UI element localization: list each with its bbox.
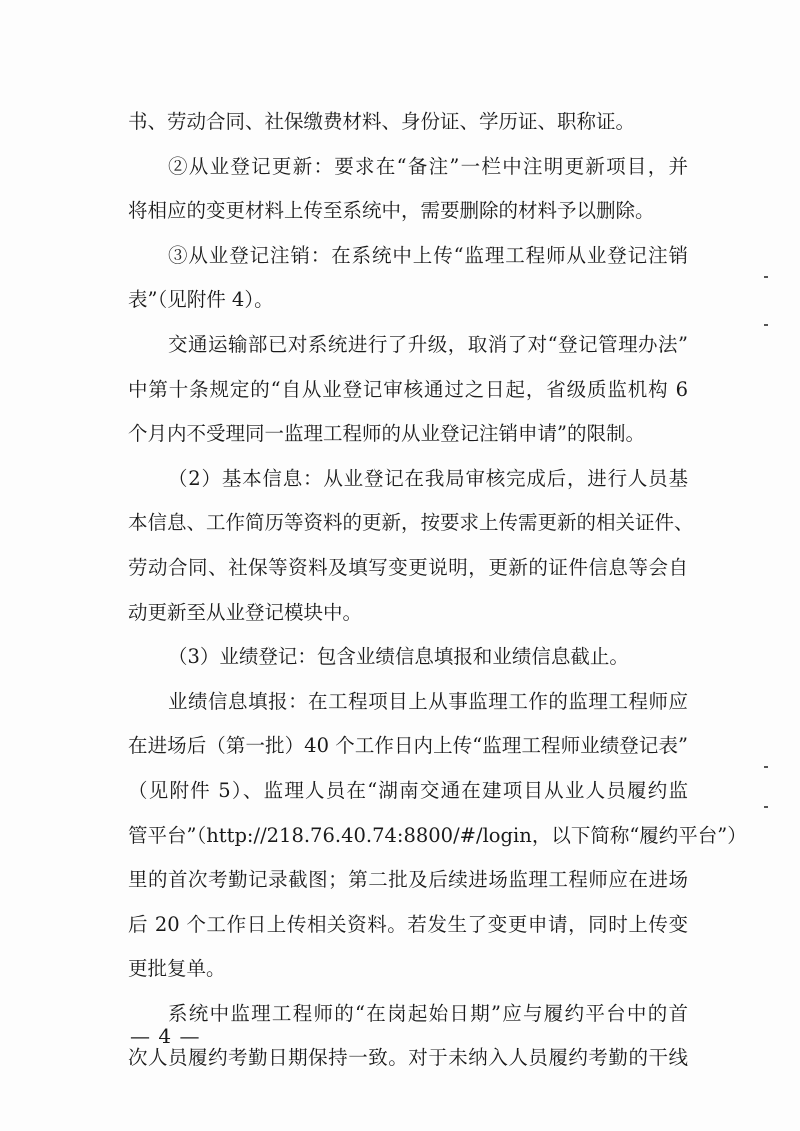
text-line: 次人员履约考勤日期保持一致。对于未纳入人员履约考勤的干线 (128, 1046, 688, 1070)
text-line: 将相应的变更材料上传至系统中，需要删除的材料予以删除。 (128, 199, 655, 223)
text-line: ③从业登记注销：在系统中上传“监理工程师从业登记注销 (168, 243, 688, 267)
text-line: 交通运输部已对系统进行了升级，取消了对“登记管理办法” (168, 332, 688, 356)
text-line: （2）基本信息：从业登记在我局审核完成后，进行人员基 (168, 466, 688, 490)
text-line: 动更新至从业登记模块中。 (128, 600, 363, 624)
text-line: 本信息、工作简历等资料的更新，按要求上传需更新的相关证件、 (128, 511, 694, 535)
text-line: （3）业绩登记：包含业绩信息填报和业绩信息截止。 (168, 645, 629, 669)
text-line: 更批复单。 (128, 957, 226, 981)
scan-mark (764, 806, 768, 808)
text-line: 管平台”（http://218.76.40.74:8800/#/login，以下简称“履约平台”） (128, 823, 747, 847)
page-number: — 4 — (130, 1024, 201, 1048)
scan-mark (764, 324, 768, 326)
scan-mark (764, 766, 768, 768)
text-line: 个月内不受理同一监理工程师的从业登记注销申请”的限制。 (128, 422, 645, 446)
text-line: ②从业登记更新：要求在“备注”一栏中注明更新项目，并 (168, 154, 688, 178)
text-line: 里的首次考勤记录截图；第二批及后续进场监理工程师应在进场 (128, 868, 688, 892)
text-line: 在进场后（第一批）40 个工作日内上传“监理工程师业绩登记表” (128, 734, 688, 758)
document-body (128, 100, 747, 1081)
scan-mark (764, 276, 768, 278)
text-line: 书、劳动合同、社保缴费材料、身份证、学历证、职称证。 (128, 110, 636, 133)
text-line: 表”（见附件 4）。 (128, 288, 274, 312)
text-line: 系统中监理工程师的“在岗起始日期”应与履约平台中的首 (168, 1001, 688, 1025)
text-line: 中第十条规定的“自从业登记审核通过之日起，省级质监机构 6 (128, 377, 688, 401)
text-line: 业绩信息填报：在工程项目上从事监理工作的监理工程师应 (168, 689, 688, 713)
text-line: 劳动合同、社保等资料及填写变更说明，更新的证件信息等会自 (128, 555, 688, 579)
text-line: （见附件 5）、监理人员在“湖南交通在建项目从业人员履约监 (128, 778, 688, 802)
text-line: 后 20 个工作日上传相关资料。若发生了变更申请，同时上传变 (128, 912, 688, 936)
